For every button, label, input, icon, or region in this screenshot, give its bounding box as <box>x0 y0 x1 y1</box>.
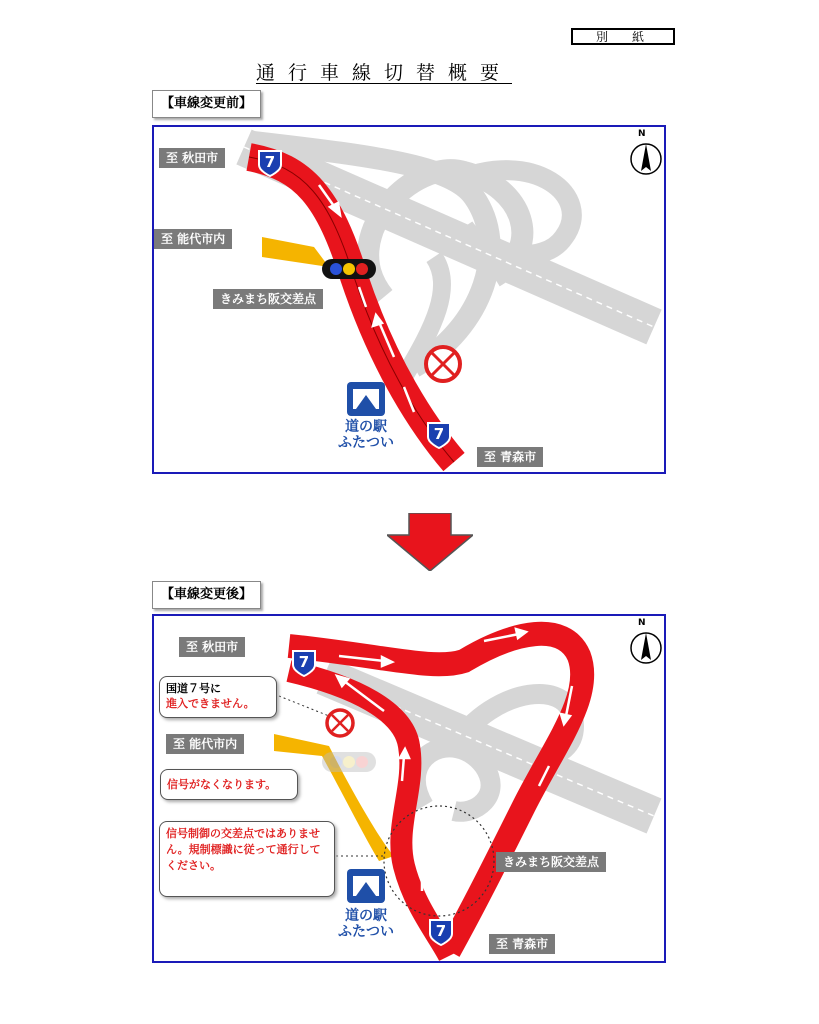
transition-arrow-icon <box>387 513 473 571</box>
traffic-signal <box>322 259 376 279</box>
map-panel-before <box>152 125 666 474</box>
michi-no-eki-label <box>332 908 400 940</box>
label-akita: 至 秋田市 <box>179 637 245 657</box>
label-kimimachi: きみまち阪交差点 <box>496 852 606 872</box>
michi-no-eki-icon <box>347 869 385 903</box>
michi-no-eki-label <box>332 419 400 451</box>
label-akita: 至 秋田市 <box>159 148 225 168</box>
label-noshiro: 至 能代市内 <box>166 734 244 754</box>
north-arrow <box>631 144 661 174</box>
callout-no-signal: 信号がなくなります。 <box>160 769 298 800</box>
attachment-tag: 別 紙 <box>571 28 675 45</box>
michi-no-eki-line1: 道の駅 <box>345 908 387 924</box>
north-label: N <box>638 129 646 139</box>
orange-lane-noshiro <box>262 237 329 267</box>
page-title: 通行車線切替概要 <box>255 62 512 84</box>
michi-no-eki-line2: ふたつい <box>338 435 394 451</box>
michi-no-eki-line2: ふたつい <box>338 924 394 940</box>
route7-number: 7 <box>435 922 447 940</box>
north-label: N <box>638 618 646 628</box>
map-panel-after <box>152 614 666 963</box>
label-aomori: 至 青森市 <box>477 447 543 467</box>
label-kimimachi: きみまち阪交差点 <box>213 289 323 309</box>
route7-number: 7 <box>433 425 445 443</box>
no-entry-sign <box>426 347 460 381</box>
no-entry-sign <box>327 710 353 736</box>
route7-shield-icon <box>428 918 454 946</box>
callout-no-entry-line1: 国道７号に <box>166 682 221 695</box>
section-label-after: 【車線変更後】 <box>152 581 261 609</box>
removed-traffic-signal <box>322 752 376 772</box>
label-noshiro: 至 能代市内 <box>154 229 232 249</box>
callout-regulation: 信号制御の交差点ではありません。規制標識に従って通行してください。 <box>159 821 335 897</box>
route7-shield-icon <box>426 421 452 449</box>
section-label-before: 【車線変更前】 <box>152 90 261 118</box>
route7-number: 7 <box>264 153 276 171</box>
north-arrow <box>631 633 661 663</box>
callout-no-entry <box>159 676 277 718</box>
route7-shield-icon <box>291 649 317 677</box>
route7-shield-icon <box>257 149 283 177</box>
michi-no-eki-line1: 道の駅 <box>345 419 387 435</box>
label-aomori: 至 青森市 <box>489 934 555 954</box>
callout-no-entry-line2: 進入できません。 <box>166 697 255 710</box>
michi-no-eki-icon <box>347 382 385 416</box>
route7-number: 7 <box>298 653 310 671</box>
